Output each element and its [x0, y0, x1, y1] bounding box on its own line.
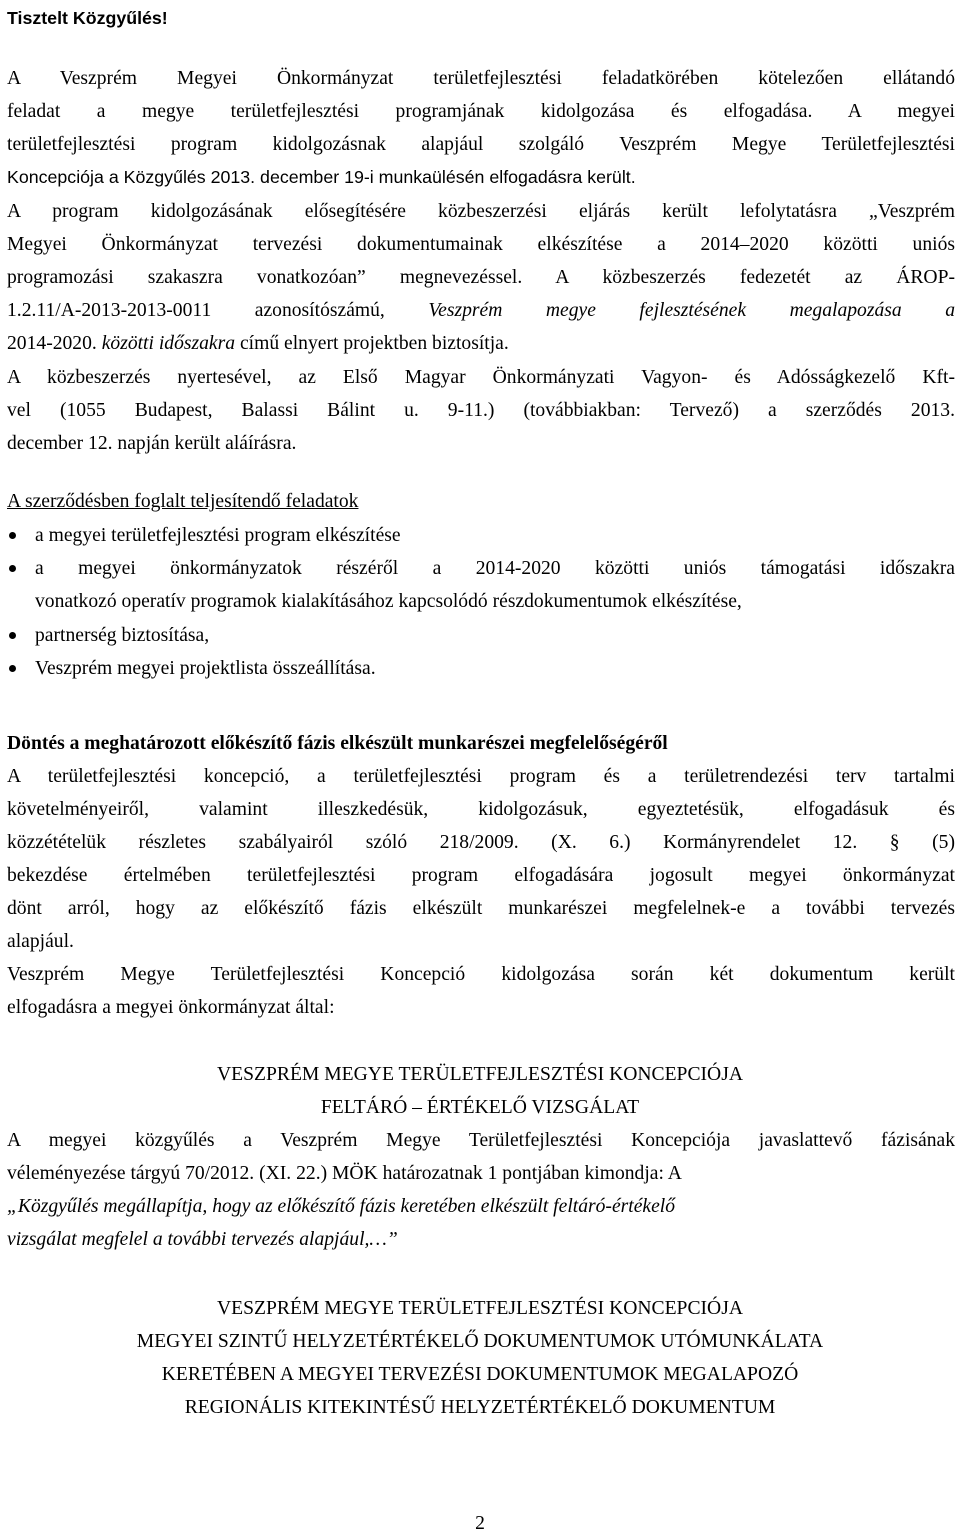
doc1-title: VESZPRÉM MEGYE TERÜLETFEJLESZTÉSI KONCEPCIÓJA [217, 1064, 743, 1085]
list-item-continuation [7, 585, 955, 618]
tasks-heading: A szerződésben foglalt teljesítendő feladatok [7, 491, 359, 512]
doc2-title: KERETÉBEN A MEGYEI TERVEZÉSI DOKUMENTUMOK MEGALAPOZÓ [161, 1364, 799, 1385]
contract-line: A közbeszerzés nyertesével, az Első Magyar Önkormányzati Vagyon- és Adósságkezelő Kft- [7, 367, 955, 388]
decision-line: követelményeiről, valamint illeszkedésük, kidolgozásuk, egyeztetésük, elfogadásuk és [7, 799, 955, 820]
list-item [7, 619, 955, 652]
doc1-quote: vizsgálat megfelel a további tervezés alapjául,…” [7, 1229, 398, 1250]
intro-line: feladat a megye területfejlesztési programjának kidolgozása és elfogadása. A megyei [7, 101, 955, 122]
project-id-text: 1.2.11/A-2013-2013-0011 azonosítószámú, [7, 300, 429, 321]
project-title-italic: Veszprém megye fejlesztésének megalapozása a [428, 300, 955, 321]
decision-line: elfogadásra a megyei önkormányzat által: [7, 997, 335, 1018]
procurement-line: A program kidolgozásának elősegítésére közbeszerzési eljárás került lefolytatásra „Veszprém [7, 201, 955, 222]
decision-heading: Döntés a meghatározott előkészítő fázis elkészült munkarészei megfelelőségéről [7, 733, 668, 754]
doc2-title: MEGYEI SZINTŰ HELYZETÉRTÉKELŐ DOKUMENTUMOK UTÓMUNKÁLATA [136, 1331, 824, 1352]
decision-line: bekezdése értelmében területfejlesztési program elfogadására jogosult megyei önkormányzat [7, 865, 955, 886]
project-tail-text: című elnyert projektben biztosítja. [235, 333, 509, 354]
list-item [7, 652, 955, 685]
bullet-icon [9, 532, 16, 539]
list-item-text: a megyei területfejlesztési program elkészítése [35, 525, 401, 546]
decision-line: dönt arról, hogy az előkészítő fázis elkészült munkarészei megfelelnek-e a további tervezés [7, 898, 955, 919]
bullet-icon [9, 632, 16, 639]
list-item-text: a megyei önkormányzatok részéről a 2014-2020 közötti uniós támogatási időszakra [35, 558, 955, 580]
decision-line: Veszprém Megye Területfejlesztési Koncepció kidolgozása során két dokumentum került [7, 964, 955, 985]
doc1-subtitle: FELTÁRÓ – ÉRTÉKELŐ VIZSGÁLAT [320, 1097, 640, 1118]
decision-line: alapjául. [7, 931, 74, 952]
contract-line: december 12. napján került aláírásra. [7, 433, 297, 454]
project-period-text: 2014-2020. [7, 333, 102, 354]
doc2-title: VESZPRÉM MEGYE TERÜLETFEJLESZTÉSI KONCEPCIÓJA [217, 1298, 743, 1319]
doc2-title: REGIONÁLIS KITEKINTÉSŰ HELYZETÉRTÉKELŐ DOKUMENTUM [184, 1397, 776, 1418]
list-item-text: vonatkozó operatív programok kialakításához kapcsolódó részdokumentumok elkészítése, [35, 591, 742, 613]
decision-line: közzétételük részletes szabályairól szóló 218/2009. (X. 6.) Kormányrendelet 12. § (5) [7, 832, 955, 853]
list-item [7, 552, 955, 585]
doc1-quote: „Közgyűlés megállapítja, hogy az előkészítő fázis keretében elkészült feltáró-értékelő [7, 1196, 676, 1217]
procurement-line: programozási szakaszra vonatkozóan” megnevezéssel. A közbeszerzés fedezetét az ÁROP- [7, 267, 955, 288]
intro-line: Koncepciója a Közgyűlés 2013. december 19-i munkaülésén elfogadásra került. [7, 167, 636, 187]
tasks-list [7, 519, 955, 685]
intro-line: A Veszprém Megyei Önkormányzat területfejlesztési feladatkörében kötelezően ellátandó [7, 68, 955, 89]
list-item-text: partnerség biztosítása, [35, 624, 210, 646]
procurement-line [7, 294, 955, 327]
intro-line: területfejlesztési program kidolgozásnak alapjául szolgáló Veszprém Megye Területfejlesztési [7, 134, 955, 155]
list-item [7, 519, 955, 552]
procurement-line [7, 327, 955, 360]
bullet-icon [9, 565, 16, 572]
contract-line: vel (1055 Budapest, Balassi Bálint u. 9-11.) (továbbiakban: Tervező) a szerződés 2013. [7, 400, 955, 421]
doc1-line: véleményezése tárgyú 70/2012. (XI. 22.) MÖK határozatnak 1 pontjában kimondja: A [7, 1163, 682, 1184]
salutation: Tisztelt Közgyűlés! [7, 8, 168, 28]
doc1-line: A megyei közgyűlés a Veszprém Megye Területfejlesztési Koncepciója javaslattevő fázisának [7, 1130, 955, 1151]
page-number: 2 [475, 1513, 485, 1534]
decision-line: A területfejlesztési koncepció, a területfejlesztési program és a területrendezési terv tartalmi [7, 766, 955, 787]
procurement-line: Megyei Önkormányzat tervezési dokumentumainak elkészítése a 2014–2020 közötti uniós [7, 234, 955, 255]
list-item-text: Veszprém megyei projektlista összeállítása. [35, 657, 376, 679]
project-title-italic: közötti időszakra [101, 333, 236, 354]
bullet-icon [9, 665, 16, 672]
